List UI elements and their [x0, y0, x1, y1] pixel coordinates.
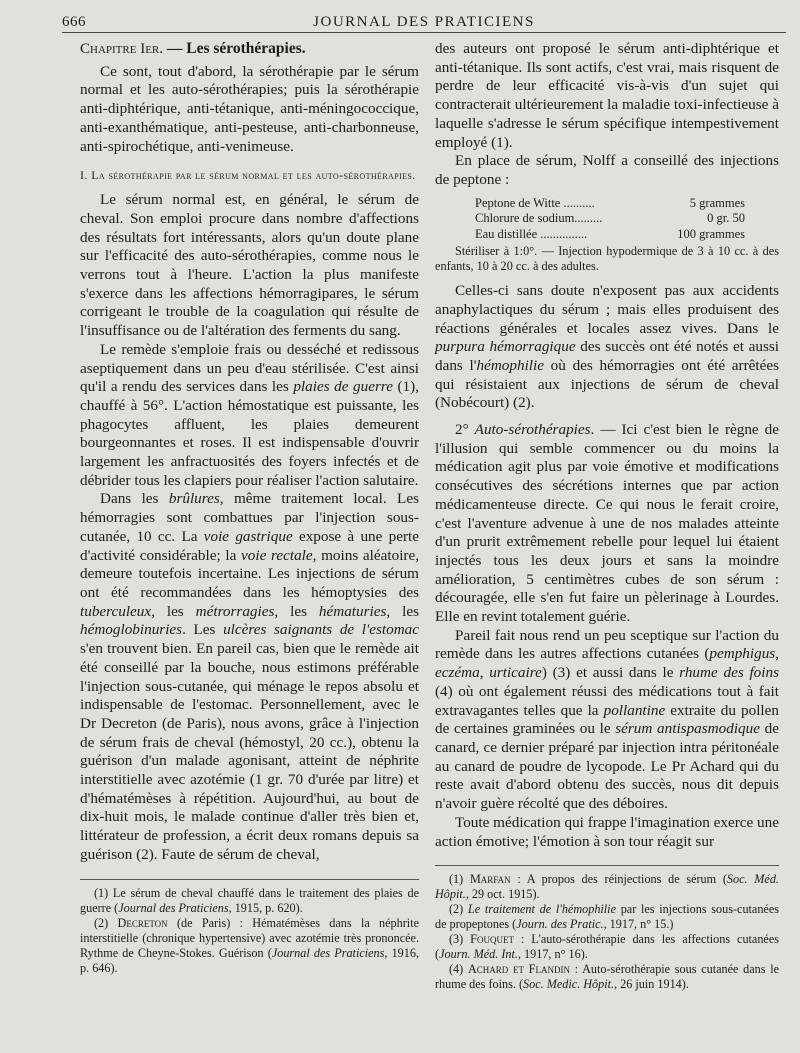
right-column: [435, 40, 779, 992]
footnote-1-left: (1) Le sérum de cheval chauffé dans le traitement des plaies de guerre (Journal des Praticiens, 1915, p. 620).: [80, 885, 419, 915]
section-heading: I. La sérothérapie par le sérum normal et les auto-sérothérapies.: [80, 168, 416, 183]
paragraph-serum-normal: Le sérum normal est, en général, le sérum de cheval. Son emploi procure dans nombre d'affections des résultats fort intéressants, alors qu'un doute plane sur l'efficacité des auto-sérothérapies, comme nous le verrons tout à l'heure. L'action la plus manifeste s'exerce dans les affections hémorragipares, le sérum corrigeant le trouble de la coagulation qui résulte de l'insuffisance ou de l'altération des ferments du sang.: [80, 191, 419, 340]
paragraph-brulures: Dans les brûlures, même traitement local. Les hémorragies sont combattues par l'injection sous-cutanée, 10 cc. La voie gastrique expose à une perte d'activité considérable; la voie rectale, moins aléatoire, demeure toutefois incertaine. Les injections de sérum ont été recommandées dans les hémoptysies des tuberculeux, les métrorragies, les hématuries, les hémoglobinuries. Les ulcères saignants de l'estomac s'en trouvent bien. En pareil cas, bien que le remède ait été conseillé par la bouche, nous estimons préférable l'injection sous-cutanée, qui ménage le repos absolu et indispensable de l'estomac. Personnellement, avec le Dr Decreton (de Paris), nous avons, grâce à l'injection de sérum frais de cheval (hémostyl, 20 cc.), obtenu la guérison d'un malade agonisant, atteint de néphrite interstitielle avec azotémie (1 gr. 70 d'urée par litre) et d'hématémèses à répétition. Aujourd'hui, au bout de dix-huit mois, le malade continue d'aller très bien et, littérateur de profession, a écrit deux romans depuis sa guérison (2). Faute de sérum de cheval,: [80, 490, 420, 863]
journal-title: JOURNAL DES PRATICIENS: [313, 14, 535, 30]
intro-paragraph: Ce sont, tout d'abord, la sérothérapie par le sérum normal et les auto-sérothérapies; puis la sérothérapie anti-diphtérique, anti-tétanique, anti-méningococcique, anti-exanthématique, anti-pesteuse, anti-charbonneuse, anti-spirochétique, anti-venimeuse.: [80, 62, 419, 155]
formula-note: Stériliser à 1:0°. — Injection hypodermique de 3 à 10 cc. à des enfants, 10 à 20 cc. à des adultes.: [435, 244, 779, 274]
formula-row: Eau distillée ............... 100 grammes: [475, 226, 745, 241]
footnote-2-right: (2) Le traitement de l'hémophilie par les injections sous-cutanées de propeptones (Journ. des Pratic., 1917, n° 15.): [435, 902, 779, 932]
prescription-formula: [475, 196, 745, 243]
paragraph-sceptique: Pareil fait nous rend un peu sceptique sur l'action du remède dans les autres affections cutanées (pemphigus, eczéma, urticaire) (3) et aussi dans le rhume des foins (4) où ont également réussi des médications tout à fait extravagantes telles que la pollantine extraite du pollen de certaines graminées ou le sérum antispasmodique de canard, ce dernier préparé par injection intra péritonéale au canard de poudre de lycopode. Le Pr Achard qui du reste avait d'abord obtenu des succès, nous dit depuis n'avoir guère récolté que des déboires.: [435, 626, 780, 813]
running-header: [62, 6, 786, 33]
chapter-title: — Les sérothérapies.: [163, 40, 306, 57]
paragraph-remede: Le remède s'emploie frais ou desséché et redissous aseptiquement dans un peu d'eau stérilisée. C'est ainsi qu'il a rendu des services dans les plaies de guerre (1), chauffé à 56°. L'action hémostatique est puissante, les phagocytes affluent, les plaies demeurent bourgeonnantes et roses. Il est indispensable d'ouvrir largement les anfractuosités des foyers infectés et de débrider tous les clapiers pour réaliser l'action salutaire.: [80, 340, 419, 489]
paragraph-anaphylaxie: Celles-ci sans doute n'exposent pas aux accidents anaphylactiques du sérum ; mais elles produisent des réactions générales et locales assez vives. Dans le purpura hémorragique des succès ont été notés et aussi dans l'hémophilie où des hémorragies ont été arrêtées qui résistaient aux injections de sérum de cheval (Nobécourt) (2).: [435, 282, 780, 412]
formula-row: Peptone de Witte .......... 5 grammes: [475, 195, 745, 210]
chapter-prefix: Chapitre Ier.: [80, 41, 163, 57]
left-column: [80, 40, 419, 976]
footnote-divider: [80, 879, 419, 880]
chapter-heading: [80, 40, 419, 59]
paragraph-auto-serotherapies: 2° Auto-sérothérapies. — Ici c'est bien le règne de l'illusion qui semble commencer ou du moins la médication agit plus par voie émotive et modifications consécutives des sécrétions internes que par action médicamenteuse directe. Ce qui nous le ferait croire, c'est l'aventure advenue à une de nos malades atteinte d'un prurit extrêmement rebelle pour lequel lui étaient injectés tous les deux jours et sans la moindre amélioration, 5 centimètres cubes de son sérum : découragée, elle s'en fut faire un pèlerinage à Lourdes. Elle en revint totalement guérie.: [435, 421, 779, 626]
formula-row: Chlorure de sodium......... 0 gr. 50: [475, 211, 745, 226]
paragraph-imagination: Toute médication qui frappe l'imagination exerce une action émotive; l'émotion à son tour réagit sur: [435, 813, 779, 850]
footnote-2-left: (2) Decreton (de Paris) : Hématémèses dans la néphrite interstitielle (chronique hypertensive) avec azotémie très prononcée. Rythme de Cheyne-Stokes. Guérison (Journal des Praticiens, 1916, p. 646).: [80, 915, 419, 975]
footnote-1-right: (1) Marfan : A propos des réinjections de sérum (Soc. Méd. Hôpit., 29 oct. 1915).: [435, 872, 779, 902]
footnote-4-right: (4) Achard et Flandin : Auto-sérothérapie sous cutanée dans le rhume des foins. (Soc. Medic. Hôpit., 26 juin 1914).: [435, 962, 779, 992]
paragraph-peptone: En place de sérum, Nolff a conseillé des injections de peptone :: [435, 152, 779, 188]
page-number: 666: [62, 14, 86, 30]
footnote-divider: [435, 865, 779, 866]
paragraph-continuation: des auteurs ont proposé le sérum anti-diphtérique et anti-tétanique. Ils sont actifs, c'est vrai, mais risquent de perdre de leur efficacité vis-à-vis d'un sujet qui contracterait ultérieurement la maladie toxi-infectieuse à laquelle s'adresse le sérum spécifique intempestivement employé (1).: [435, 40, 779, 151]
footnote-3-right: (3) Fouquet : L'auto-sérothérapie dans les affections cutanées (Journ. Méd. Int., 1917, n° 16).: [435, 932, 779, 962]
